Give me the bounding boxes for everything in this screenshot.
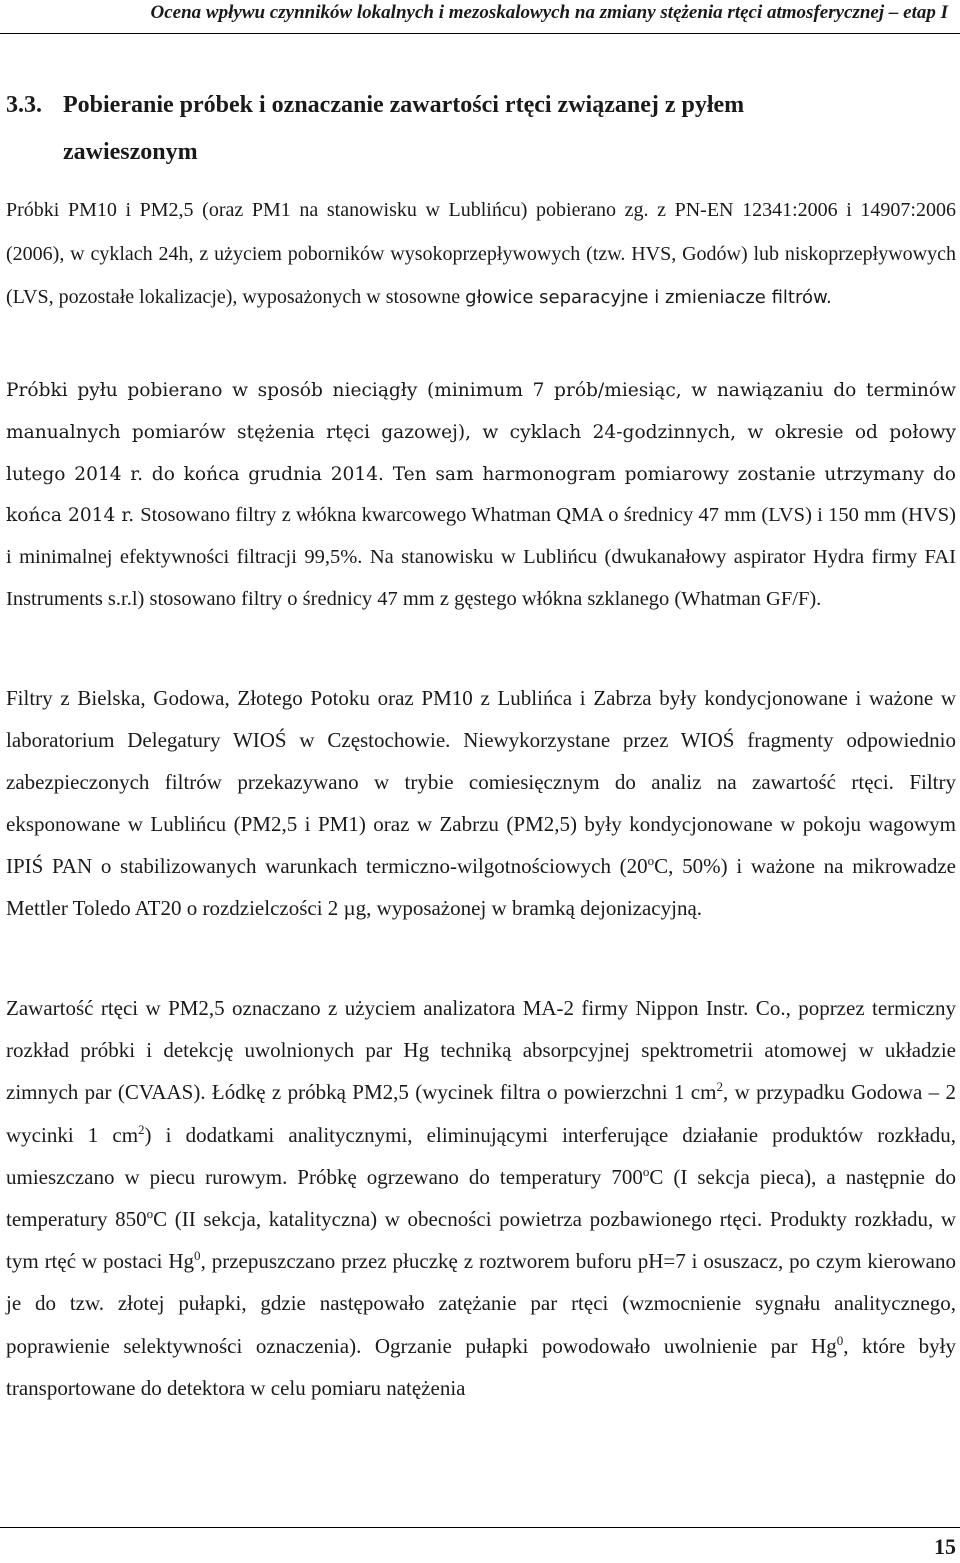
superscript-degree-b: o (146, 1206, 154, 1222)
paragraph-conditioning-text-2: C, 50%) i ważone na mikrowadze Mettler Toledo AT20 o rozdzielczości 2 µg, wyposażonej w bramką dejonizacyjną. (6, 854, 956, 920)
section-title-line2: zawieszonym (63, 139, 198, 165)
paragraph-analysis-text-g: , które były transportowane do detektora w celu pomiaru natężenia (6, 1333, 957, 1400)
paragraph-filters-text-2: Stosowano filtry z włókna kwarcowego Whatman QMA o średnicy 47 mm (LVS) i 150 mm (HVS) i minimalnej efektywności filtracji 99,5%. Na stanowisku w Lublińcu (dwukanałowy aspirator Hydra firmy FAI Instruments s.r.l) stosowano filtry o średnicy 47 mm z gęstego włókna szklanego (Whatman GF/F). (6, 504, 956, 610)
page-number: 15 (934, 1534, 956, 1559)
paragraph-analysis-text-a: Zawartość rtęci w PM2,5 oznaczano z użyciem analizatora MA-2 firmy Nippon Instr. Co., poprzez termiczny rozkład próbki i detekcję uwolnionych par Hg techniką absorpcyjnej spektrometrii atomowej w układzie zimnych par (CVAAS). Łódkę z próbką PM2,5 (wycinek filtra o powierzchni 1 cm (6, 996, 956, 1105)
paragraph-analysis-text-b: , w przypadku Godowa – 2 wycinki 1 cm (6, 1080, 956, 1147)
paragraph-sampling-text-end: głowice separacyjne i zmieniacze filtrów. (465, 287, 832, 308)
running-header (0, 0, 960, 34)
superscript-cm2-b: 2 (138, 1121, 145, 1137)
paragraph-analysis-text-e: C (II sekcja, katalityczna) w obecności powietrza pozbawionego rtęci. Produkty rozkładu, w tym rtęć w postaci Hg (6, 1207, 957, 1274)
degree-sup: o (647, 853, 655, 868)
running-title: Ocena wpływu czynników lokalnych i mezoskalowych na zmiany stężenia rtęci atmosferycznej – etap I (150, 2, 948, 23)
paragraph-filters-text: Próbki pyłu pobierano w sposób nieciągły (minimum 7 prób/miesiąc, w nawiązaniu do terminów manualnych pomiarów stężenia rtęci gazowej), w cyklach 24-godzinnych, w okresie od połowy lutego 2014 r. do końca grudnia 2014. Ten sam harmonogram pomiarowy zostanie utrzymany do końca 2014 r. (6, 380, 956, 527)
superscript-cm2-a: 2 (716, 1079, 723, 1095)
section-title-line1: Pobieranie próbek i oznaczanie zawartości rtęci związanej z pyłem (63, 92, 745, 118)
paragraph-analysis-text-f: , przepuszczano przez płuczkę z roztworem buforu pH=7 i osuszacz, po czym kierowano je do tzw. złotej pułapki, gdzie następowało zatężanie par rtęci (wzmocnienie sygnału analitycznego, poprawienie selektywności oznaczenia). Ogrzanie pułapki powodowało uwolnienie par Hg (6, 1249, 957, 1358)
superscript-degree-a: o (642, 1163, 650, 1179)
section-heading (6, 82, 906, 176)
paragraph-sampling (6, 189, 956, 320)
section-number: 3.3. (6, 92, 42, 118)
superscript-hg0-b: 0 (836, 1332, 844, 1348)
paragraph-sampling-text: Próbki PM10 i PM2,5 (oraz PM1 na stanowisku w Lublińcu) pobierano zg. z PN-EN 12341:2006 i 14907:2006 (2006), w cyklach 24h, z użyciem poborników wysokoprzepływowych (tzw. HVS, Godów) lub niskoprzepływowych (LVS, pozostałe lokalizacje), wyposażonych w stosowne (6, 199, 956, 308)
paragraph-filters (6, 370, 956, 621)
paragraph-analysis (6, 987, 956, 1409)
paragraph-analysis-text-d: C (I sekcja pieca), a następnie do temperatury 850 (6, 1164, 956, 1232)
footer-rule (0, 1527, 960, 1528)
paragraph-conditioning (6, 677, 956, 929)
superscript-hg0-a: 0 (194, 1248, 201, 1264)
paragraph-analysis-text-c: ) i dodatkami analitycznymi, eliminującymi interferujące działanie produktów rozkładu, umieszczano w piecu rurowym. Próbkę ogrzewano do temperatury 700 (6, 1122, 956, 1189)
paragraph-conditioning-text: Filtry z Bielska, Godowa, Złotego Potoku oraz PM10 z Lublińca i Zabrza były kondycjonowane i ważone w laboratorium Delegatury WIOŚ w Częstochowie. Niewykorzystane przez WIOŚ fragmenty odpowiednio zabezpieczonych filtrów przekazywano w trybie comiesięcznym do analiz na zawartość rtęci. Filtry eksponowane w Lublińcu (PM2,5 i PM1) oraz w Zabrzu (PM2,5) były kondycjonowane w pokoju wagowym IPIŚ PAN o stabilizowanych warunkach termiczno-wilgotnościowych (20 (6, 686, 956, 878)
